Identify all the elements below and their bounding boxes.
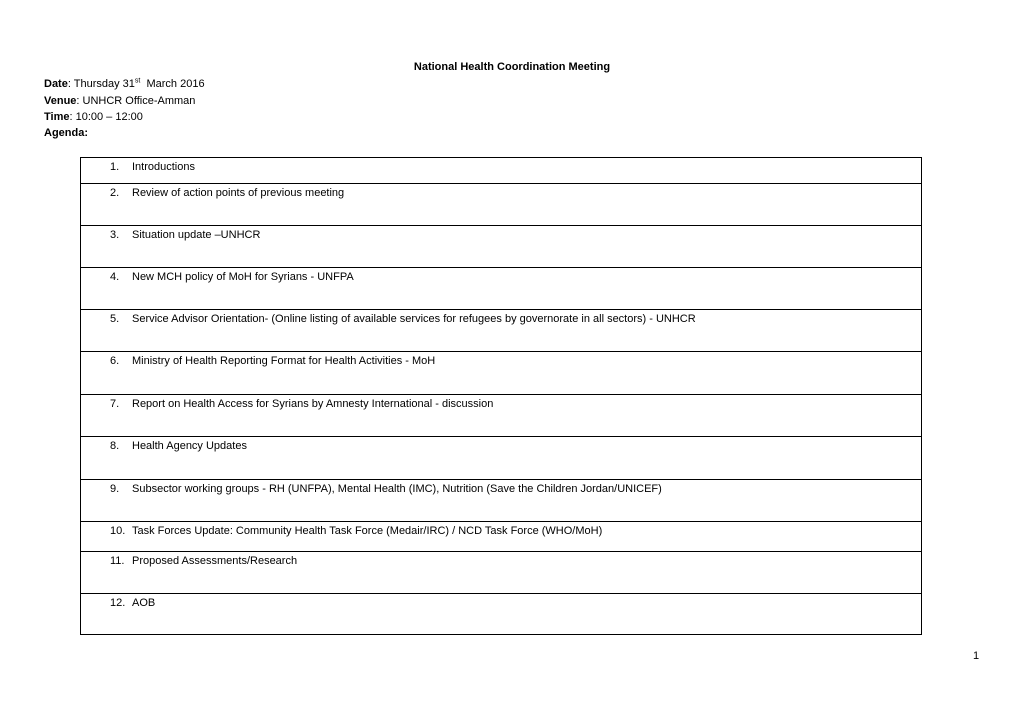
- agenda-table: [80, 157, 922, 635]
- agenda-item-number: 2.: [110, 187, 120, 199]
- agenda-row: [81, 522, 921, 552]
- agenda-item-text: New MCH policy of MoH for Syrians - UNFPA: [132, 271, 354, 283]
- agenda-item-text: Review of action points of previous meeting: [132, 187, 345, 199]
- agenda-item-text: AOB: [132, 597, 156, 609]
- date-value-sup: st: [134, 77, 141, 85]
- venue-value: : UNHCR Office-Amman: [76, 95, 196, 107]
- date-value-pre: : Thursday 31: [67, 78, 135, 90]
- date-line: [44, 77, 205, 91]
- agenda-row: [81, 310, 921, 352]
- agenda-row: [81, 594, 921, 634]
- agenda-row: [81, 395, 921, 437]
- agenda-row: [81, 437, 921, 480]
- agenda-item-number: 5.: [110, 313, 120, 325]
- agenda-item-text: Subsector working groups - RH (UNFPA), Mental Health (IMC), Nutrition (Save the Children Jordan/UNICEF): [132, 483, 662, 495]
- agenda-item-text: Report on Health Access for Syrians by Amnesty International - discussion: [132, 398, 494, 410]
- page-number: 1: [973, 650, 980, 662]
- agenda-row: [81, 480, 921, 522]
- agenda-item-text: Service Advisor Orientation- (Online listing of available services for refugees by governorate in all sectors) - UNHCR: [132, 313, 696, 325]
- agenda-row: [81, 268, 921, 310]
- agenda-row: [81, 552, 921, 594]
- time-value: : 10:00 – 12:00: [69, 111, 143, 123]
- time-line: [44, 110, 143, 124]
- agenda-item-number: 1.: [110, 161, 120, 173]
- agenda-item-text: Situation update –UNHCR: [132, 229, 261, 241]
- agenda-row: [81, 158, 921, 184]
- agenda-item-number: 7.: [110, 398, 120, 410]
- date-value-post: March 2016: [140, 78, 205, 90]
- agenda-item-number: 3.: [110, 229, 120, 241]
- agenda-item-number: 9.: [110, 483, 120, 495]
- agenda-item-number: 11.: [110, 555, 125, 567]
- agenda-item-text: Task Forces Update: Community Health Task Force (Medair/IRC) / NCD Task Force (WHO/MoH): [132, 525, 603, 537]
- time-label: Time: [44, 111, 70, 123]
- agenda-row: [81, 184, 921, 226]
- venue-line: [44, 94, 195, 108]
- agenda-row: [81, 352, 921, 395]
- agenda-item-text: Ministry of Health Reporting Format for Health Activities - MoH: [132, 355, 436, 367]
- agenda-item-text: Introductions: [132, 161, 195, 173]
- agenda-colon: :: [84, 127, 89, 139]
- venue-label: Venue: [44, 95, 77, 107]
- agenda-item-text: Proposed Assessments/Research: [132, 555, 298, 567]
- agenda-item-text: Health Agency Updates: [132, 440, 247, 452]
- date-label: Date: [44, 78, 68, 90]
- agenda-row: [81, 226, 921, 268]
- agenda-item-number: 4.: [110, 271, 120, 283]
- agenda-item-number: 8.: [110, 440, 120, 452]
- agenda-item-number: 12.: [110, 597, 126, 609]
- agenda-heading: [44, 126, 88, 140]
- agenda-item-number: 6.: [110, 355, 120, 367]
- document-title: National Health Coordination Meeting: [413, 61, 611, 73]
- agenda-item-number: 10.: [110, 525, 126, 537]
- agenda-label: Agenda: [44, 127, 85, 139]
